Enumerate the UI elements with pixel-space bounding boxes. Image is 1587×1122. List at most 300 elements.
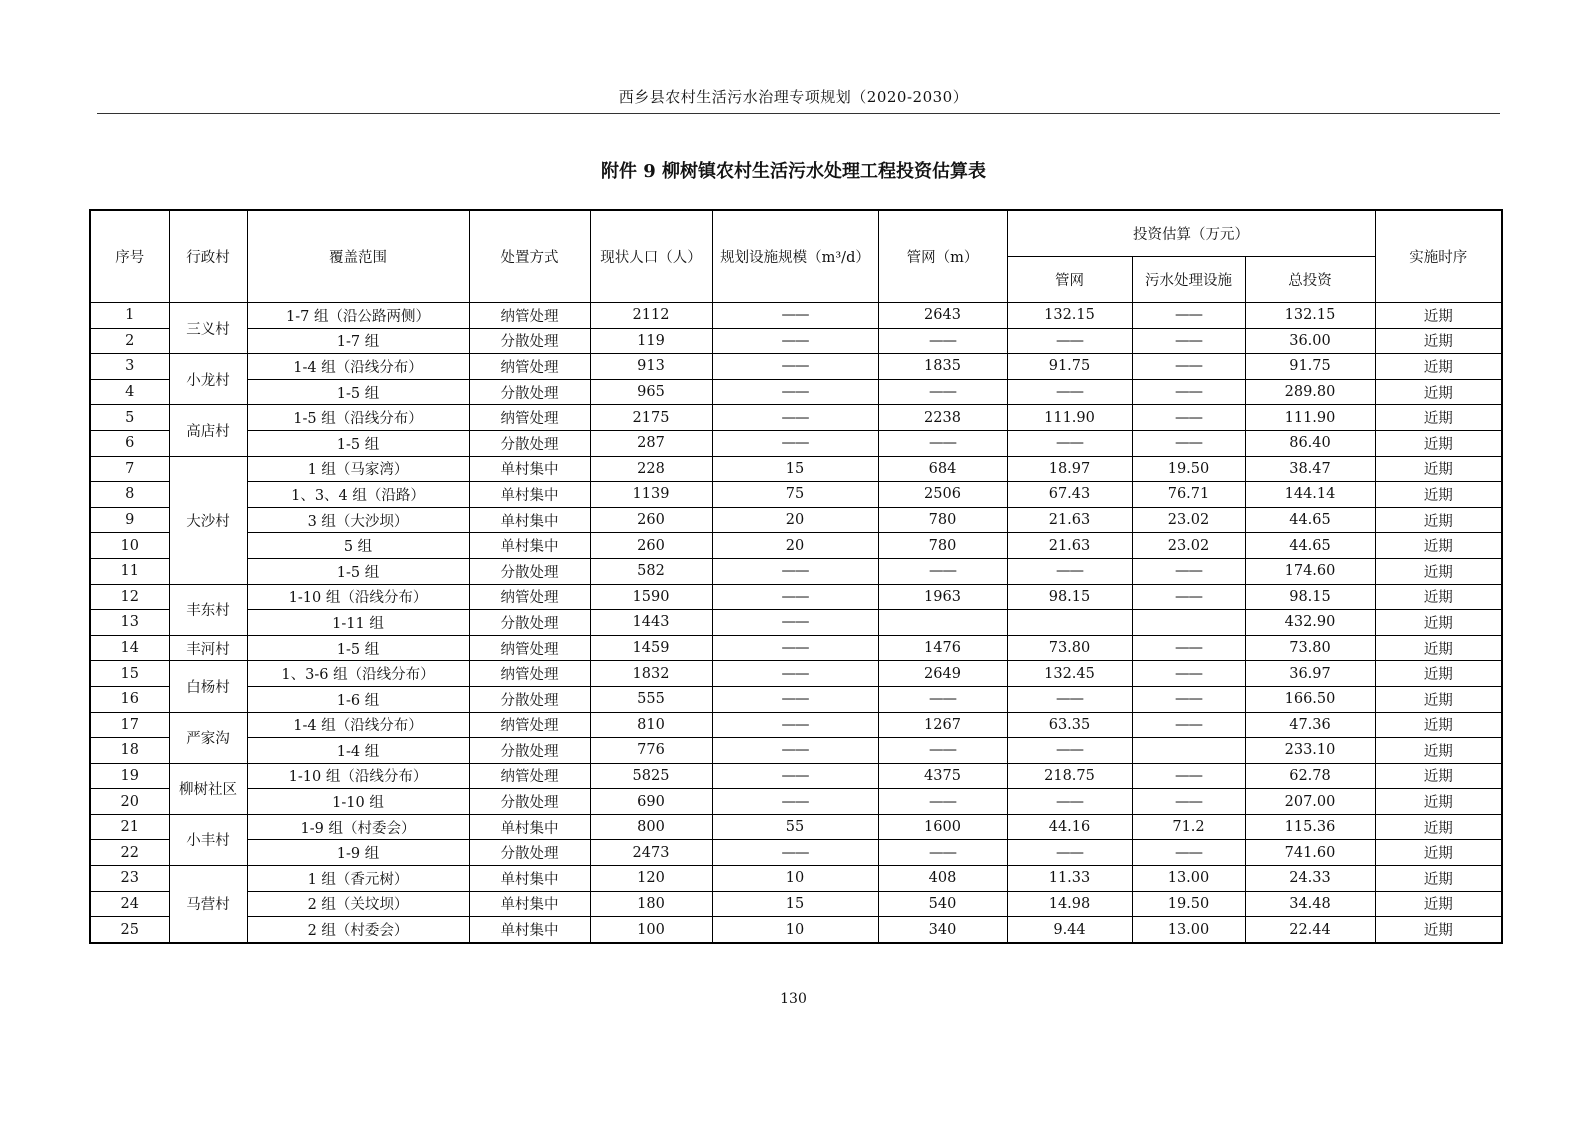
coverage-cell: 1-5 组 xyxy=(247,635,469,661)
village-cell: 大沙村 xyxy=(169,456,247,584)
inv-facility-cell: —— xyxy=(1132,763,1245,789)
scale-cell: 20 xyxy=(712,507,878,533)
inv-total-cell: 36.97 xyxy=(1245,661,1375,687)
coverage-cell: 5 组 xyxy=(247,533,469,559)
pipe-length-cell: —— xyxy=(878,686,1007,712)
table-row xyxy=(90,354,1502,380)
scale-cell: —— xyxy=(712,738,878,764)
inv-pipe-cell: 132.15 xyxy=(1007,303,1132,329)
pipe-length-cell: 2506 xyxy=(878,482,1007,508)
inv-pipe-cell: 67.43 xyxy=(1007,482,1132,508)
village-cell: 马营村 xyxy=(169,866,247,943)
inv-pipe-cell: —— xyxy=(1007,328,1132,354)
schedule-cell: 近期 xyxy=(1375,712,1502,738)
population-cell: 690 xyxy=(590,789,712,815)
schedule-cell: 近期 xyxy=(1375,456,1502,482)
table-row xyxy=(90,712,1502,738)
coverage-cell: 1、3-6 组（沿线分布） xyxy=(247,661,469,687)
pipe-length-cell: 1835 xyxy=(878,354,1007,380)
seq-cell: 17 xyxy=(90,712,169,738)
population-cell: 1459 xyxy=(590,635,712,661)
coverage-cell: 1-9 组（村委会） xyxy=(247,814,469,840)
inv-facility-cell: —— xyxy=(1132,328,1245,354)
village-cell: 小龙村 xyxy=(169,354,247,405)
table-row xyxy=(90,891,1502,917)
population-cell: 913 xyxy=(590,354,712,380)
pipe-length-cell: 1600 xyxy=(878,814,1007,840)
method-cell: 纳管处理 xyxy=(469,763,590,789)
schedule-cell: 近期 xyxy=(1375,328,1502,354)
inv-pipe-cell: 63.35 xyxy=(1007,712,1132,738)
inv-total-cell: 115.36 xyxy=(1245,814,1375,840)
coverage-cell: 1-4 组（沿线分布） xyxy=(247,354,469,380)
inv-pipe-cell: —— xyxy=(1007,738,1132,764)
pipe-length-cell xyxy=(878,610,1007,636)
header-method: 处置方式 xyxy=(469,210,590,303)
inv-total-cell: 47.36 xyxy=(1245,712,1375,738)
inv-pipe-cell: —— xyxy=(1007,840,1132,866)
table-row xyxy=(90,661,1502,687)
table-row xyxy=(90,789,1502,815)
seq-cell: 13 xyxy=(90,610,169,636)
schedule-cell: 近期 xyxy=(1375,891,1502,917)
inv-total-cell: 98.15 xyxy=(1245,584,1375,610)
inv-facility-cell: —— xyxy=(1132,430,1245,456)
scale-cell: 10 xyxy=(712,917,878,943)
method-cell: 分散处理 xyxy=(469,789,590,815)
header-pipe-length: 管网（m） xyxy=(878,210,1007,303)
table-row xyxy=(90,635,1502,661)
inv-total-cell: 432.90 xyxy=(1245,610,1375,636)
inv-total-cell: 207.00 xyxy=(1245,789,1375,815)
schedule-cell: 近期 xyxy=(1375,482,1502,508)
running-header: 西乡县农村生活污水治理专项规划（2020-2030） xyxy=(618,88,969,106)
scale-cell: —— xyxy=(712,558,878,584)
inv-total-cell: 38.47 xyxy=(1245,456,1375,482)
population-cell: 1443 xyxy=(590,610,712,636)
table-row xyxy=(90,584,1502,610)
table-row xyxy=(90,328,1502,354)
seq-cell: 5 xyxy=(90,405,169,431)
coverage-cell: 3 组（大沙坝） xyxy=(247,507,469,533)
inv-pipe-cell: 218.75 xyxy=(1007,763,1132,789)
schedule-cell: 近期 xyxy=(1375,763,1502,789)
scale-cell: —— xyxy=(712,379,878,405)
schedule-cell: 近期 xyxy=(1375,558,1502,584)
inv-pipe-cell: 111.90 xyxy=(1007,405,1132,431)
coverage-cell: 1-5 组（沿线分布） xyxy=(247,405,469,431)
inv-total-cell: 91.75 xyxy=(1245,354,1375,380)
population-cell: 180 xyxy=(590,891,712,917)
pipe-length-cell: —— xyxy=(878,328,1007,354)
schedule-cell: 近期 xyxy=(1375,738,1502,764)
scale-cell: —— xyxy=(712,328,878,354)
method-cell: 单村集中 xyxy=(469,456,590,482)
scale-cell: —— xyxy=(712,405,878,431)
schedule-cell: 近期 xyxy=(1375,635,1502,661)
coverage-cell: 1-7 组（沿公路两侧） xyxy=(247,303,469,329)
scale-cell: 55 xyxy=(712,814,878,840)
scale-cell: 15 xyxy=(712,456,878,482)
inv-pipe-cell: 91.75 xyxy=(1007,354,1132,380)
seq-cell: 2 xyxy=(90,328,169,354)
inv-facility-cell: 13.00 xyxy=(1132,917,1245,943)
population-cell: 100 xyxy=(590,917,712,943)
village-cell: 高店村 xyxy=(169,405,247,456)
inv-facility-cell: 71.2 xyxy=(1132,814,1245,840)
table-title: 附件 9 柳树镇农村生活污水处理工程投资估算表 xyxy=(600,161,987,182)
inv-total-cell: 34.48 xyxy=(1245,891,1375,917)
village-cell: 丰东村 xyxy=(169,584,247,635)
seq-cell: 12 xyxy=(90,584,169,610)
population-cell: 120 xyxy=(590,866,712,892)
inv-total-cell: 111.90 xyxy=(1245,405,1375,431)
population-cell: 260 xyxy=(590,533,712,559)
method-cell: 纳管处理 xyxy=(469,635,590,661)
inv-facility-cell: —— xyxy=(1132,584,1245,610)
table-row xyxy=(90,686,1502,712)
scale-cell: —— xyxy=(712,763,878,789)
table-row xyxy=(90,558,1502,584)
inv-total-cell: 44.65 xyxy=(1245,533,1375,559)
inv-pipe-cell: 73.80 xyxy=(1007,635,1132,661)
inv-pipe-cell: 14.98 xyxy=(1007,891,1132,917)
inv-facility-cell: 13.00 xyxy=(1132,866,1245,892)
seq-cell: 18 xyxy=(90,738,169,764)
village-cell: 白杨村 xyxy=(169,661,247,712)
method-cell: 单村集中 xyxy=(469,866,590,892)
coverage-cell: 1 组（香元树） xyxy=(247,866,469,892)
table-body xyxy=(90,303,1502,943)
seq-cell: 14 xyxy=(90,635,169,661)
population-cell: 260 xyxy=(590,507,712,533)
inv-total-cell: 24.33 xyxy=(1245,866,1375,892)
inv-pipe-cell xyxy=(1007,610,1132,636)
scale-cell: 10 xyxy=(712,866,878,892)
coverage-cell: 1-5 组 xyxy=(247,430,469,456)
scale-cell: —— xyxy=(712,661,878,687)
inv-pipe-cell: 132.45 xyxy=(1007,661,1132,687)
seq-cell: 25 xyxy=(90,917,169,943)
method-cell: 纳管处理 xyxy=(469,405,590,431)
method-cell: 单村集中 xyxy=(469,814,590,840)
header-inv-facility: 污水处理设施 xyxy=(1132,257,1245,303)
method-cell: 纳管处理 xyxy=(469,584,590,610)
inv-total-cell: 44.65 xyxy=(1245,507,1375,533)
coverage-cell: 1 组（马家湾） xyxy=(247,456,469,482)
scale-cell: —— xyxy=(712,610,878,636)
table-row xyxy=(90,482,1502,508)
header-village: 行政村 xyxy=(169,210,247,303)
inv-facility-cell: 23.02 xyxy=(1132,533,1245,559)
scale-cell: —— xyxy=(712,303,878,329)
pipe-length-cell: —— xyxy=(878,789,1007,815)
inv-facility-cell: 19.50 xyxy=(1132,891,1245,917)
pipe-length-cell: 1476 xyxy=(878,635,1007,661)
inv-pipe-cell: 44.16 xyxy=(1007,814,1132,840)
pipe-length-cell: 780 xyxy=(878,507,1007,533)
table-row xyxy=(90,303,1502,329)
pipe-length-cell: 684 xyxy=(878,456,1007,482)
inv-total-cell: 166.50 xyxy=(1245,686,1375,712)
method-cell: 分散处理 xyxy=(469,328,590,354)
method-cell: 纳管处理 xyxy=(469,354,590,380)
pipe-length-cell: —— xyxy=(878,840,1007,866)
schedule-cell: 近期 xyxy=(1375,814,1502,840)
inv-facility-cell: 23.02 xyxy=(1132,507,1245,533)
inv-facility-cell: —— xyxy=(1132,303,1245,329)
header-population: 现状人口（人） xyxy=(590,210,712,303)
scale-cell: 15 xyxy=(712,891,878,917)
header-scale: 规划设施规模（m³/d） xyxy=(712,210,878,303)
inv-total-cell: 144.14 xyxy=(1245,482,1375,508)
population-cell: 2473 xyxy=(590,840,712,866)
inv-facility-cell: —— xyxy=(1132,558,1245,584)
table-row xyxy=(90,405,1502,431)
schedule-cell: 近期 xyxy=(1375,379,1502,405)
inv-total-cell: 289.80 xyxy=(1245,379,1375,405)
inv-facility-cell xyxy=(1132,738,1245,764)
inv-pipe-cell: —— xyxy=(1007,379,1132,405)
inv-total-cell: 22.44 xyxy=(1245,917,1375,943)
inv-facility-cell: —— xyxy=(1132,635,1245,661)
coverage-cell: 2 组（村委会） xyxy=(247,917,469,943)
inv-facility-cell: 19.50 xyxy=(1132,456,1245,482)
village-cell: 小丰村 xyxy=(169,814,247,865)
header-investment-group: 投资估算（万元） xyxy=(1007,210,1375,257)
method-cell: 纳管处理 xyxy=(469,712,590,738)
seq-cell: 23 xyxy=(90,866,169,892)
coverage-cell: 1-4 组（沿线分布） xyxy=(247,712,469,738)
seq-cell: 6 xyxy=(90,430,169,456)
seq-cell: 24 xyxy=(90,891,169,917)
seq-cell: 3 xyxy=(90,354,169,380)
pipe-length-cell: 408 xyxy=(878,866,1007,892)
coverage-cell: 1-9 组 xyxy=(247,840,469,866)
header-schedule: 实施时序 xyxy=(1375,210,1502,303)
population-cell: 5825 xyxy=(590,763,712,789)
village-cell: 严家沟 xyxy=(169,712,247,763)
inv-facility-cell: —— xyxy=(1132,661,1245,687)
scale-cell: —— xyxy=(712,354,878,380)
seq-cell: 4 xyxy=(90,379,169,405)
coverage-cell: 1-4 组 xyxy=(247,738,469,764)
method-cell: 纳管处理 xyxy=(469,661,590,687)
method-cell: 分散处理 xyxy=(469,738,590,764)
seq-cell: 21 xyxy=(90,814,169,840)
population-cell: 228 xyxy=(590,456,712,482)
investment-table xyxy=(89,209,1503,944)
page-number: 130 xyxy=(780,991,807,1007)
table-row xyxy=(90,840,1502,866)
table-row xyxy=(90,738,1502,764)
method-cell: 单村集中 xyxy=(469,533,590,559)
coverage-cell: 1-5 组 xyxy=(247,379,469,405)
table-row xyxy=(90,430,1502,456)
table-row xyxy=(90,917,1502,943)
pipe-length-cell: —— xyxy=(878,379,1007,405)
population-cell: 1832 xyxy=(590,661,712,687)
schedule-cell: 近期 xyxy=(1375,789,1502,815)
population-cell: 287 xyxy=(590,430,712,456)
header-rule xyxy=(97,113,1500,114)
method-cell: 分散处理 xyxy=(469,379,590,405)
inv-pipe-cell: —— xyxy=(1007,686,1132,712)
seq-cell: 1 xyxy=(90,303,169,329)
population-cell: 1139 xyxy=(590,482,712,508)
method-cell: 单村集中 xyxy=(469,507,590,533)
pipe-length-cell: 780 xyxy=(878,533,1007,559)
population-cell: 555 xyxy=(590,686,712,712)
table-row xyxy=(90,763,1502,789)
scale-cell: 20 xyxy=(712,533,878,559)
method-cell: 分散处理 xyxy=(469,610,590,636)
inv-facility-cell: —— xyxy=(1132,354,1245,380)
method-cell: 分散处理 xyxy=(469,840,590,866)
schedule-cell: 近期 xyxy=(1375,917,1502,943)
inv-pipe-cell: —— xyxy=(1007,558,1132,584)
population-cell: 965 xyxy=(590,379,712,405)
table-row xyxy=(90,610,1502,636)
scale-cell: —— xyxy=(712,635,878,661)
coverage-cell: 2 组（关坟坝） xyxy=(247,891,469,917)
scale-cell: —— xyxy=(712,584,878,610)
population-cell: 1590 xyxy=(590,584,712,610)
seq-cell: 7 xyxy=(90,456,169,482)
method-cell: 分散处理 xyxy=(469,558,590,584)
coverage-cell: 1-5 组 xyxy=(247,558,469,584)
village-cell: 丰河村 xyxy=(169,635,247,661)
inv-facility-cell: —— xyxy=(1132,840,1245,866)
scale-cell: —— xyxy=(712,840,878,866)
inv-facility-cell: 76.71 xyxy=(1132,482,1245,508)
scale-cell: 75 xyxy=(712,482,878,508)
inv-facility-cell xyxy=(1132,610,1245,636)
pipe-length-cell: 340 xyxy=(878,917,1007,943)
schedule-cell: 近期 xyxy=(1375,866,1502,892)
pipe-length-cell: —— xyxy=(878,738,1007,764)
method-cell: 单村集中 xyxy=(469,482,590,508)
header-inv-pipe: 管网 xyxy=(1007,257,1132,303)
coverage-cell: 1-10 组（沿线分布） xyxy=(247,763,469,789)
table-row xyxy=(90,866,1502,892)
table-row xyxy=(90,533,1502,559)
inv-pipe-cell: —— xyxy=(1007,789,1132,815)
schedule-cell: 近期 xyxy=(1375,686,1502,712)
seq-cell: 11 xyxy=(90,558,169,584)
inv-total-cell: 132.15 xyxy=(1245,303,1375,329)
inv-pipe-cell: 9.44 xyxy=(1007,917,1132,943)
schedule-cell: 近期 xyxy=(1375,661,1502,687)
inv-facility-cell: —— xyxy=(1132,789,1245,815)
pipe-length-cell: 1963 xyxy=(878,584,1007,610)
header-coverage: 覆盖范围 xyxy=(247,210,469,303)
inv-facility-cell: —— xyxy=(1132,405,1245,431)
pipe-length-cell: 1267 xyxy=(878,712,1007,738)
inv-pipe-cell: 11.33 xyxy=(1007,866,1132,892)
pipe-length-cell: —— xyxy=(878,558,1007,584)
pipe-length-cell: 2643 xyxy=(878,303,1007,329)
inv-pipe-cell: —— xyxy=(1007,430,1132,456)
coverage-cell: 1-10 组（沿线分布） xyxy=(247,584,469,610)
schedule-cell: 近期 xyxy=(1375,507,1502,533)
pipe-length-cell: 540 xyxy=(878,891,1007,917)
inv-facility-cell: —— xyxy=(1132,379,1245,405)
inv-pipe-cell: 98.15 xyxy=(1007,584,1132,610)
seq-cell: 16 xyxy=(90,686,169,712)
seq-cell: 22 xyxy=(90,840,169,866)
coverage-cell: 1-11 组 xyxy=(247,610,469,636)
inv-pipe-cell: 18.97 xyxy=(1007,456,1132,482)
pipe-length-cell: —— xyxy=(878,430,1007,456)
population-cell: 119 xyxy=(590,328,712,354)
scale-cell: —— xyxy=(712,686,878,712)
schedule-cell: 近期 xyxy=(1375,354,1502,380)
seq-cell: 19 xyxy=(90,763,169,789)
inv-total-cell: 73.80 xyxy=(1245,635,1375,661)
population-cell: 2112 xyxy=(590,303,712,329)
table-row xyxy=(90,507,1502,533)
pipe-length-cell: 2238 xyxy=(878,405,1007,431)
method-cell: 单村集中 xyxy=(469,917,590,943)
population-cell: 776 xyxy=(590,738,712,764)
village-cell: 柳树社区 xyxy=(169,763,247,814)
schedule-cell: 近期 xyxy=(1375,405,1502,431)
scale-cell: —— xyxy=(712,430,878,456)
schedule-cell: 近期 xyxy=(1375,610,1502,636)
inv-pipe-cell: 21.63 xyxy=(1007,533,1132,559)
table-row xyxy=(90,456,1502,482)
schedule-cell: 近期 xyxy=(1375,303,1502,329)
coverage-cell: 1、3、4 组（沿路） xyxy=(247,482,469,508)
method-cell: 分散处理 xyxy=(469,686,590,712)
inv-facility-cell: —— xyxy=(1132,712,1245,738)
inv-pipe-cell: 21.63 xyxy=(1007,507,1132,533)
inv-total-cell: 741.60 xyxy=(1245,840,1375,866)
inv-total-cell: 36.00 xyxy=(1245,328,1375,354)
method-cell: 分散处理 xyxy=(469,430,590,456)
pipe-length-cell: 2649 xyxy=(878,661,1007,687)
method-cell: 纳管处理 xyxy=(469,303,590,329)
coverage-cell: 1-6 组 xyxy=(247,686,469,712)
schedule-cell: 近期 xyxy=(1375,584,1502,610)
population-cell: 810 xyxy=(590,712,712,738)
seq-cell: 10 xyxy=(90,533,169,559)
method-cell: 单村集中 xyxy=(469,891,590,917)
coverage-cell: 1-10 组 xyxy=(247,789,469,815)
seq-cell: 20 xyxy=(90,789,169,815)
village-cell: 三义村 xyxy=(169,303,247,354)
population-cell: 2175 xyxy=(590,405,712,431)
seq-cell: 15 xyxy=(90,661,169,687)
schedule-cell: 近期 xyxy=(1375,430,1502,456)
header-inv-total: 总投资 xyxy=(1245,257,1375,303)
population-cell: 800 xyxy=(590,814,712,840)
seq-cell: 9 xyxy=(90,507,169,533)
schedule-cell: 近期 xyxy=(1375,533,1502,559)
inv-total-cell: 62.78 xyxy=(1245,763,1375,789)
schedule-cell: 近期 xyxy=(1375,840,1502,866)
population-cell: 582 xyxy=(590,558,712,584)
inv-total-cell: 174.60 xyxy=(1245,558,1375,584)
table-row xyxy=(90,379,1502,405)
inv-facility-cell: —— xyxy=(1132,686,1245,712)
inv-total-cell: 86.40 xyxy=(1245,430,1375,456)
coverage-cell: 1-7 组 xyxy=(247,328,469,354)
header-seq: 序号 xyxy=(90,210,169,303)
table-row xyxy=(90,814,1502,840)
pipe-length-cell: 4375 xyxy=(878,763,1007,789)
